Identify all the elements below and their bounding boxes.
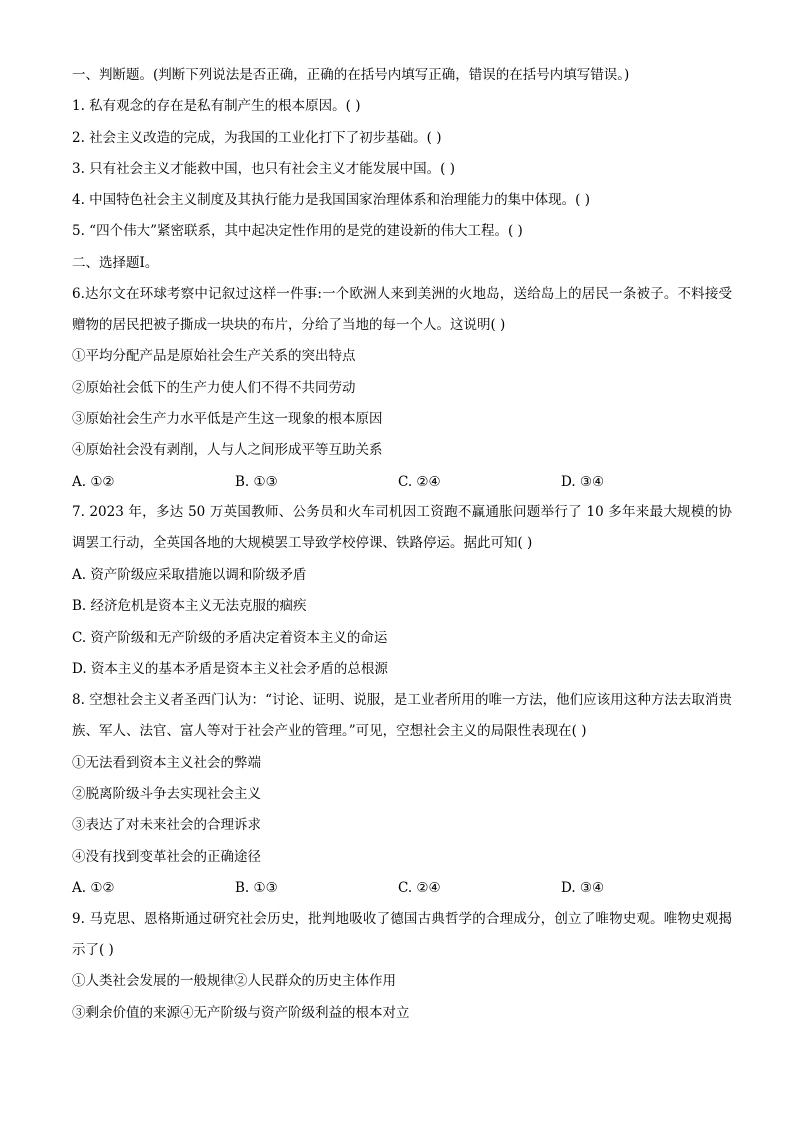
q8-option-a: A. ①②	[72, 879, 115, 896]
q8-statement-4: ④没有找到变革社会的正确途径	[72, 848, 261, 865]
q6-option-d: D. ③④	[561, 473, 605, 490]
judge-item-4: 4. 中国特色社会主义制度及其执行能力是我国国家治理体系和治理能力的集中体现。( )	[72, 192, 590, 209]
q7-option-a: A. 资产阶级应采取措施以调和阶级矛盾	[72, 567, 307, 584]
q7-option-c: C. 资产阶级和无产阶级的矛盾决定着资本主义的命运	[72, 629, 388, 646]
question-9-stem: 9. 马克思、恩格斯通过研究社会历史，批判地吸收了德国古典哲学的合理成分，创立了唯物史观。唯物史观揭示了( )	[72, 910, 732, 958]
judge-item-3: 3. 只有社会主义才能救中国，也只有社会主义才能发展中国。( )	[72, 160, 455, 177]
q9-statements-line-2: ③剩余价值的来源④无产阶级与资产阶级利益的根本对立	[72, 1004, 410, 1021]
judge-item-1: 1. 私有观念的存在是私有制产生的根本原因。( )	[72, 98, 361, 115]
judge-item-5: 5. “四个伟大”紧密联系，其中起决定性作用的是党的建设新的伟大工程。( )	[72, 223, 523, 240]
q8-option-d: D. ③④	[561, 879, 605, 896]
q8-statement-2: ②脱离阶级斗争去实现社会主义	[72, 785, 261, 802]
q7-option-d: D. 资本主义的基本矛盾是资本主义社会矛盾的总根源	[72, 661, 388, 678]
section-2-heading: 二、选择题Ⅰ。	[72, 254, 159, 271]
q8-options	[72, 877, 732, 899]
q6-option-c: C. ②④	[398, 473, 441, 490]
q8-statement-3: ③表达了对未来社会的合理诉求	[72, 817, 261, 834]
q7-option-b: B. 经济危机是资本主义无法克服的痼疾	[72, 598, 307, 615]
q6-statement-1: ①平均分配产品是原始社会生产关系的突出特点	[72, 348, 356, 365]
question-6-stem: 6.达尔文在环球考察中记叙过这样一件事:一个欧洲人来到美洲的火地岛，送给岛上的居民一条被子。不料接受赠物的居民把被子撕成一块块的布片，分给了当地的每一个人。这说明( )	[72, 285, 732, 333]
q6-statement-4: ④原始社会没有剥削，人与人之间形成平等互助关系	[72, 442, 383, 459]
q6-option-a: A. ①②	[72, 473, 115, 490]
question-7-stem: 7. 2023 年，多达 50 万英国教师、公务员和火车司机因工资跑不赢通胀问题举行了 10 多年来最大规模的协调罢工行动，全英国各地的大规模罢工导致学校停课、铁路停运。据此可知( )	[72, 504, 732, 552]
q8-statement-1: ①无法看到资本主义社会的弊端	[72, 754, 261, 771]
q8-option-c: C. ②④	[398, 879, 441, 896]
q9-statements-line-1: ①人类社会发展的一般规律②人民群众的历史主体作用	[72, 973, 396, 990]
section-1-heading: 一、判断题。(判断下列说法是否正确，正确的在括号内填写正确，错误的在括号内填写错误。)	[72, 67, 630, 83]
q6-statement-2: ②原始社会低下的生产力使人们不得不共同劳动	[72, 379, 356, 396]
q6-statement-3: ③原始社会生产力水平低是产生这一现象的根本原因	[72, 410, 383, 427]
q6-options	[72, 471, 732, 493]
q8-option-b: B. ①③	[235, 879, 278, 896]
exam-page	[72, 64, 732, 1033]
question-8-stem: 8. 空想社会主义者圣西门认为：“讨论、证明、说服，是工业者所用的唯一方法，他们应该用这种方法去取消贵族、军人、法官、富人等对于社会产业的管理。”可见，空想社会主义的局限性表现在( )	[72, 691, 732, 739]
q6-option-b: B. ①③	[235, 473, 278, 490]
judge-item-2: 2. 社会主义改造的完成，为我国的工业化打下了初步基础。( )	[72, 129, 442, 146]
